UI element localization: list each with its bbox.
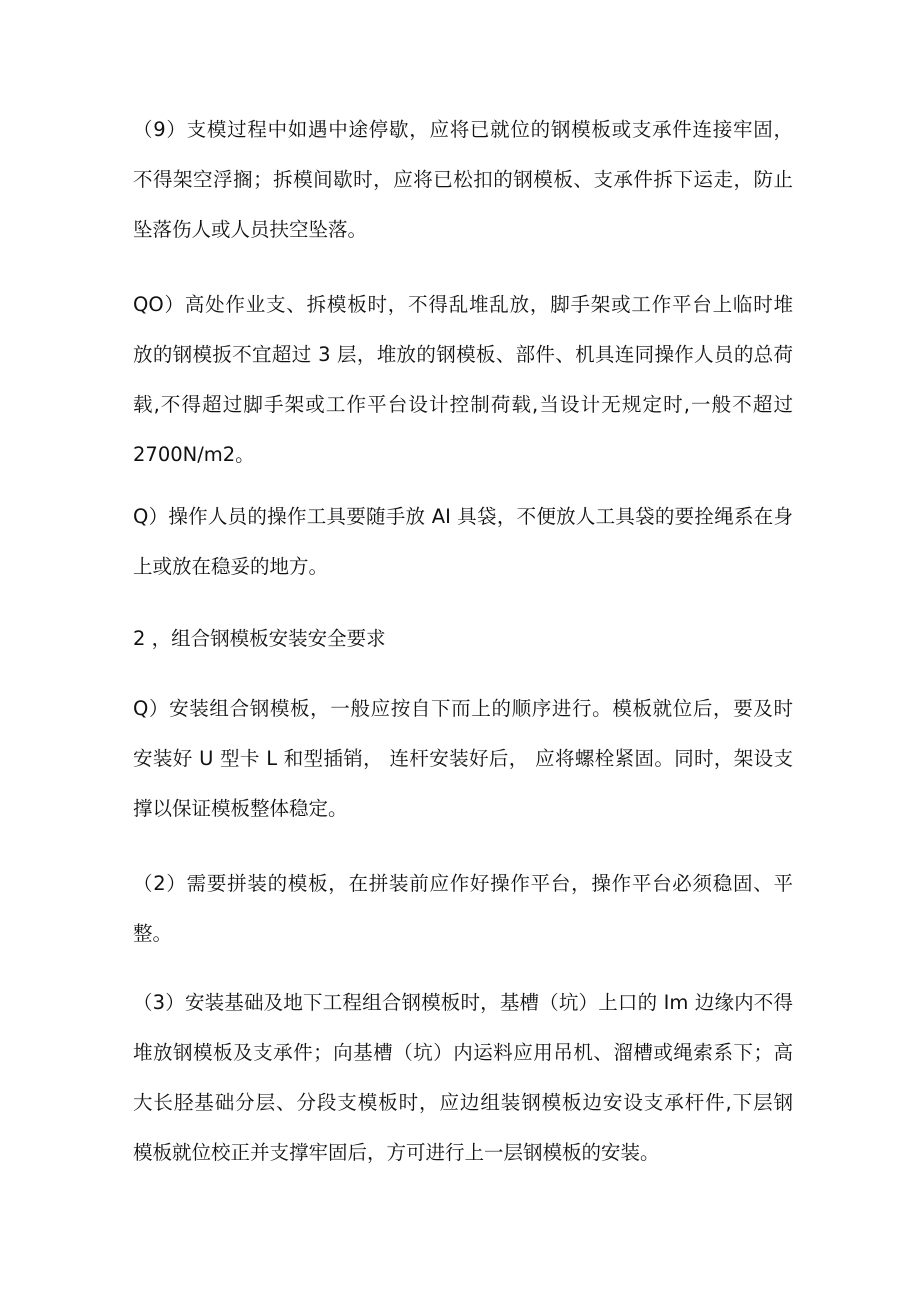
paragraph-11	[133, 492, 793, 592]
text-line: 大长胫基础分层、分段支模板时，应边组装钢模板边安设支承杆件,下层钢	[133, 1091, 793, 1114]
paragraph-9	[133, 105, 793, 255]
text-line: 2 ，组合钢模板安装安全要求	[133, 627, 386, 650]
text-line: QO）高处作业支、拆模板时，不得乱堆乱放，脚手架或工作平台上临时堆	[133, 293, 793, 316]
text-line: 载,不得超过脚手架或工作平台设计控制荷载,当设计无规定时,一般不超过	[133, 393, 793, 416]
section-heading	[133, 614, 793, 664]
paragraph-3	[133, 978, 793, 1178]
text-line: （2）需要拼装的模板，在拼装前应作好操作平台，操作平台必须稳固、平	[133, 872, 793, 895]
text-line: 模板就位校正并支撑牢固后，方可进行上一层钢模板的安装。	[133, 1141, 660, 1164]
text-line: （3）安装基础及地下工程组合钢模板时，基槽（坑）上口的 Im 边缘内不得	[133, 991, 793, 1014]
text-line: 安装好 U 型卡 L 和型插销， 连杆安装好后， 应将螺栓紧固。同时，架设支	[133, 747, 793, 770]
paragraph-10	[133, 280, 793, 480]
text-line: 堆放钢模板及支承件；向基槽（坑）内运料应用吊机、溜槽或绳索系下；高	[133, 1041, 793, 1064]
text-line: 不得架空浮搁；拆模间歇时，应将已松扣的钢模板、支承件拆下运走，防止	[133, 168, 793, 191]
paragraph-2	[133, 859, 793, 959]
text-line: 放的钢模扳不宜超过 3 层，堆放的钢模板、部件、机具连同操作人员的总荷	[133, 343, 793, 366]
text-line: 2700N/m2。	[133, 443, 255, 466]
text-line: （9）支模过程中如遇中途停歇，应将已就位的钢模板或支承件连接牢固，	[133, 118, 793, 141]
text-line: Q）安装组合钢模板，一般应按自下而上的顺序进行。模板就位后，要及时	[133, 697, 793, 720]
paragraph-1	[133, 684, 793, 834]
text-line: 坠落伤人或人员扶空坠落。	[133, 218, 368, 241]
text-line: 上或放在稳妥的地方。	[133, 555, 329, 578]
text-line: 撑以保证模板整体稳定。	[133, 797, 348, 820]
text-line: Q）操作人员的操作工具要随手放 AI 具袋，不便放人工具袋的要拴绳系在身	[133, 505, 793, 528]
text-line: 整。	[133, 922, 173, 945]
